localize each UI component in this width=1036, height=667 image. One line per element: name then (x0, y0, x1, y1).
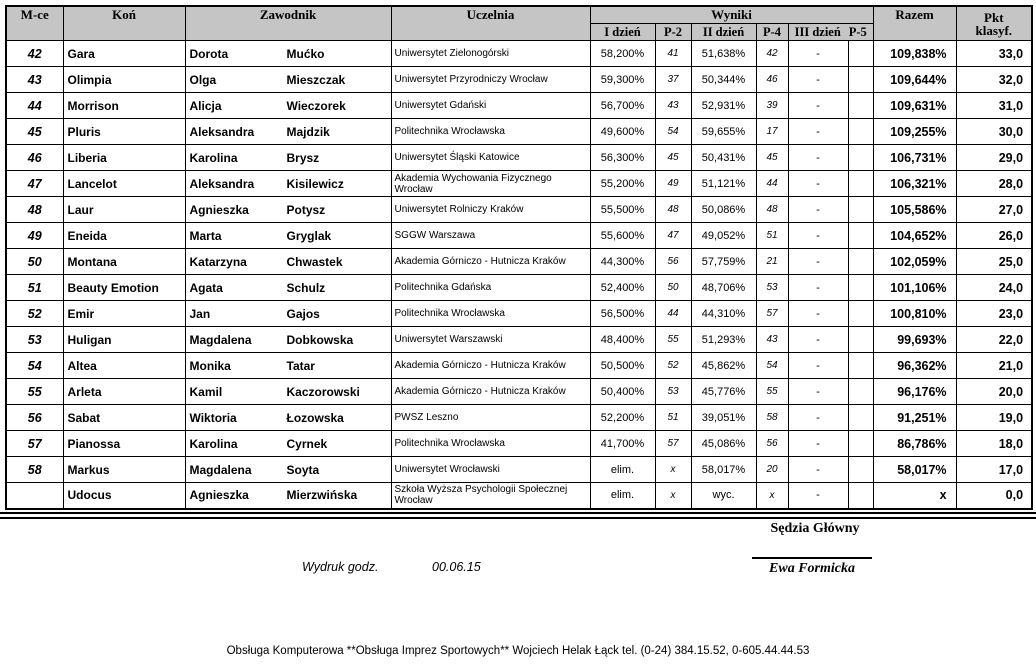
place-cell: 52 (6, 301, 63, 327)
day2-score-cell: wyc. (691, 483, 756, 509)
day1-score-cell: 55,600% (590, 223, 655, 249)
day2-score-cell: 51,293% (691, 327, 756, 353)
table-row (6, 145, 1032, 171)
p5-rank-cell (848, 223, 873, 249)
day2-score-cell: 39,051% (691, 405, 756, 431)
horse-cell: Olimpia (63, 67, 185, 93)
p4-rank-cell: 56 (756, 431, 788, 457)
horse-cell: Lancelot (63, 171, 185, 197)
points-cell: 27,0 (956, 197, 1032, 223)
rider-cell (185, 457, 391, 483)
rider-last-name: Mućko (286, 46, 325, 61)
day1-score-cell: 55,200% (590, 171, 655, 197)
p5-rank-cell (848, 431, 873, 457)
rider-cell (185, 327, 391, 353)
horse-cell: Markus (63, 457, 185, 483)
p4-rank-cell: 43 (756, 327, 788, 353)
day2-score-cell: 58,017% (691, 457, 756, 483)
rider-first-name: Olga (189, 72, 217, 87)
school-cell: Uniwersytet Zielonogórski (391, 41, 590, 67)
table-row (6, 301, 1032, 327)
rider-cell (185, 197, 391, 223)
day2-score-cell: 52,931% (691, 93, 756, 119)
horse-cell: Arleta (63, 379, 185, 405)
school-cell: Akademia Górniczo - Hutnicza Kraków (391, 379, 590, 405)
day1-score-cell: 50,500% (590, 353, 655, 379)
p4-rank-cell: 54 (756, 353, 788, 379)
place-cell: 57 (6, 431, 63, 457)
results-table (5, 5, 1033, 510)
points-cell: 32,0 (956, 67, 1032, 93)
header-points (956, 6, 1032, 41)
day2-score-cell: 50,086% (691, 197, 756, 223)
table-row (6, 171, 1032, 197)
school-cell: SGGW Warszawa (391, 223, 590, 249)
rider-last-name: Chwastek (286, 254, 343, 269)
rider-first-name: Aleksandra (189, 176, 255, 191)
day1-score-cell: 59,300% (590, 67, 655, 93)
horse-cell: Pianossa (63, 431, 185, 457)
header-day2: II dzień (691, 24, 756, 41)
day2-score-cell: 44,310% (691, 301, 756, 327)
school-cell: Uniwersytet Gdański (391, 93, 590, 119)
points-cell: 33,0 (956, 41, 1032, 67)
rider-cell (185, 41, 391, 67)
total-cell: 101,106% (873, 275, 956, 301)
p2-rank-cell: 57 (655, 431, 691, 457)
horse-cell: Morrison (63, 93, 185, 119)
table-row (6, 41, 1032, 67)
horse-cell: Altea (63, 353, 185, 379)
rider-first-name: Magdalena (189, 462, 252, 477)
total-cell: 99,693% (873, 327, 956, 353)
total-cell: 109,631% (873, 93, 956, 119)
points-cell: 19,0 (956, 405, 1032, 431)
rider-first-name: Marta (189, 228, 222, 243)
points-cell: 20,0 (956, 379, 1032, 405)
table-row (6, 119, 1032, 145)
p5-rank-cell (848, 275, 873, 301)
total-cell: 100,810% (873, 301, 956, 327)
points-cell: 31,0 (956, 93, 1032, 119)
p4-rank-cell: 42 (756, 41, 788, 67)
school-cell: Politechnika Wrocławska (391, 431, 590, 457)
place-cell: 49 (6, 223, 63, 249)
rider-cell (185, 119, 391, 145)
day2-score-cell: 45,776% (691, 379, 756, 405)
p2-rank-cell: 56 (655, 249, 691, 275)
table-row (6, 197, 1032, 223)
p4-rank-cell: 48 (756, 197, 788, 223)
day3-score-cell: - (788, 275, 848, 301)
p5-rank-cell (848, 457, 873, 483)
place-cell: 46 (6, 145, 63, 171)
p2-rank-cell: 55 (655, 327, 691, 353)
rider-cell (185, 405, 391, 431)
p4-rank-cell: 55 (756, 379, 788, 405)
rider-cell (185, 145, 391, 171)
school-cell: Uniwersytet Przyrodniczy Wrocław (391, 67, 590, 93)
print-time-value: 00.06.15 (432, 560, 481, 574)
day1-score-cell: 56,300% (590, 145, 655, 171)
p4-rank-cell: 44 (756, 171, 788, 197)
place-cell: 54 (6, 353, 63, 379)
rider-last-name: Dobkowska (286, 332, 354, 347)
p5-rank-cell (848, 379, 873, 405)
place-cell: 43 (6, 67, 63, 93)
rider-last-name: Mierzwińska (286, 488, 358, 503)
day3-score-cell: - (788, 249, 848, 275)
rider-first-name: Aleksandra (189, 124, 255, 139)
day2-score-cell: 57,759% (691, 249, 756, 275)
school-cell: Politechnika Wrocławska (391, 119, 590, 145)
points-cell: 24,0 (956, 275, 1032, 301)
table-header (6, 6, 1032, 41)
p4-rank-cell: 57 (756, 301, 788, 327)
day1-score-cell: 52,200% (590, 405, 655, 431)
points-cell: 18,0 (956, 431, 1032, 457)
rider-first-name: Magdalena (189, 332, 252, 347)
rider-first-name: Wiktoria (189, 410, 237, 425)
header-rider: Zawodnik (185, 6, 391, 41)
rider-last-name: Tatar (286, 358, 315, 373)
rider-cell (185, 171, 391, 197)
p4-rank-cell: 17 (756, 119, 788, 145)
place-cell: 55 (6, 379, 63, 405)
total-cell: 106,321% (873, 171, 956, 197)
total-cell: x (873, 483, 956, 509)
school-cell: Uniwersytet Wrocławski (391, 457, 590, 483)
school-cell: Uniwersytet Śląski Katowice (391, 145, 590, 171)
day3-score-cell: - (788, 457, 848, 483)
p5-rank-cell (848, 119, 873, 145)
school-cell: Politechnika Gdańska (391, 275, 590, 301)
rider-first-name: Katarzyna (189, 254, 247, 269)
day1-score-cell: 55,500% (590, 197, 655, 223)
total-cell: 104,652% (873, 223, 956, 249)
day2-score-cell: 51,638% (691, 41, 756, 67)
rider-last-name: Kisilewicz (286, 176, 344, 191)
place-cell: 44 (6, 93, 63, 119)
table-row (6, 483, 1032, 509)
day2-score-cell: 51,121% (691, 171, 756, 197)
total-cell: 109,838% (873, 41, 956, 67)
total-cell: 106,731% (873, 145, 956, 171)
p2-rank-cell: 54 (655, 119, 691, 145)
rider-cell (185, 275, 391, 301)
day3-score-cell: - (788, 223, 848, 249)
rider-last-name: Łozowska (286, 410, 344, 425)
points-cell: 28,0 (956, 171, 1032, 197)
p5-rank-cell (848, 145, 873, 171)
day3-score-cell: - (788, 67, 848, 93)
place-cell: 53 (6, 327, 63, 353)
total-cell: 58,017% (873, 457, 956, 483)
day3-score-cell: - (788, 301, 848, 327)
day2-score-cell: 50,344% (691, 67, 756, 93)
table-body (6, 41, 1032, 509)
day1-score-cell: elim. (590, 483, 655, 509)
judge-signature: Ewa Formicka (752, 557, 872, 577)
horse-cell: Pluris (63, 119, 185, 145)
day3-score-cell: - (788, 353, 848, 379)
double-rule-divider (0, 512, 1036, 519)
place-cell (6, 483, 63, 509)
table-row (6, 379, 1032, 405)
rider-last-name: Schulz (286, 280, 326, 295)
day3-score-cell: - (788, 93, 848, 119)
p4-rank-cell: 58 (756, 405, 788, 431)
rider-cell (185, 483, 391, 509)
horse-cell: Emir (63, 301, 185, 327)
p5-rank-cell (848, 171, 873, 197)
day2-score-cell: 45,086% (691, 431, 756, 457)
p2-rank-cell: 37 (655, 67, 691, 93)
table-row (6, 327, 1032, 353)
day3-score-cell: - (788, 41, 848, 67)
rider-first-name: Alicja (189, 98, 222, 113)
rider-cell (185, 67, 391, 93)
p2-rank-cell: x (655, 483, 691, 509)
school-cell: Szkoła Wyższa Psychologii Społecznej Wrocław (391, 483, 590, 509)
day2-score-cell: 49,052% (691, 223, 756, 249)
rider-last-name: Gryglak (286, 228, 332, 243)
place-cell: 48 (6, 197, 63, 223)
place-cell: 50 (6, 249, 63, 275)
day3-score-cell: - (788, 431, 848, 457)
header-school: Uczelnia (391, 6, 590, 41)
school-cell: PWSZ Leszno (391, 405, 590, 431)
p2-rank-cell: 43 (655, 93, 691, 119)
points-cell: 22,0 (956, 327, 1032, 353)
total-cell: 91,251% (873, 405, 956, 431)
p5-rank-cell (848, 93, 873, 119)
rider-last-name: Cyrnek (286, 436, 328, 451)
rider-first-name: Dorota (189, 46, 229, 61)
day1-score-cell: 52,400% (590, 275, 655, 301)
total-cell: 96,362% (873, 353, 956, 379)
day1-score-cell: 49,600% (590, 119, 655, 145)
p4-rank-cell: 21 (756, 249, 788, 275)
p4-rank-cell: 39 (756, 93, 788, 119)
p2-rank-cell: 41 (655, 41, 691, 67)
p5-rank-cell (848, 483, 873, 509)
rider-last-name: Mieszczak (286, 72, 346, 87)
p2-rank-cell: 51 (655, 405, 691, 431)
table-row (6, 405, 1032, 431)
rider-cell (185, 93, 391, 119)
total-cell: 109,644% (873, 67, 956, 93)
p4-rank-cell: x (756, 483, 788, 509)
table-row (6, 353, 1032, 379)
p5-rank-cell (848, 353, 873, 379)
day1-score-cell: 48,400% (590, 327, 655, 353)
p5-rank-cell (848, 301, 873, 327)
day1-score-cell: 56,500% (590, 301, 655, 327)
header-p2: P-2 (655, 24, 691, 41)
total-cell: 109,255% (873, 119, 956, 145)
day1-score-cell: elim. (590, 457, 655, 483)
points-cell: 0,0 (956, 483, 1032, 509)
p5-rank-cell (848, 41, 873, 67)
header-day3: III dzień (794, 25, 841, 39)
rider-last-name: Kaczorowski (286, 384, 360, 399)
place-cell: 42 (6, 41, 63, 67)
points-cell: 26,0 (956, 223, 1032, 249)
horse-cell: Laur (63, 197, 185, 223)
rider-cell (185, 301, 391, 327)
table-row (6, 223, 1032, 249)
rider-last-name: Soyta (286, 462, 320, 477)
rider-cell (185, 353, 391, 379)
p4-rank-cell: 45 (756, 145, 788, 171)
place-cell: 58 (6, 457, 63, 483)
header-total: Razem (873, 6, 956, 41)
total-cell: 105,586% (873, 197, 956, 223)
rider-first-name: Agnieszka (189, 488, 249, 503)
p2-rank-cell: 53 (655, 379, 691, 405)
p2-rank-cell: 45 (655, 145, 691, 171)
rider-first-name: Agnieszka (189, 202, 249, 217)
day2-score-cell: 50,431% (691, 145, 756, 171)
service-note: Obsługa Komputerowa **Obsługa Imprez Sportowych** Wojciech Helak Łąck tel. (0-24) 384.15.52, 0-605.44.44.53 (226, 645, 810, 657)
rider-first-name: Jan (189, 306, 211, 321)
day3-score-cell: - (788, 197, 848, 223)
horse-cell: Gara (63, 41, 185, 67)
judge-title: Sędzia Główny (770, 521, 860, 536)
points-cell: 29,0 (956, 145, 1032, 171)
day1-score-cell: 41,700% (590, 431, 655, 457)
school-cell: Akademia Górniczo - Hutnicza Kraków (391, 353, 590, 379)
header-place: M-ce (6, 6, 63, 41)
header-p4: P-4 (756, 24, 788, 41)
total-cell: 102,059% (873, 249, 956, 275)
header-day1: I dzień (590, 24, 655, 41)
day3-score-cell: - (788, 405, 848, 431)
day1-score-cell: 50,400% (590, 379, 655, 405)
header-day3-p5 (788, 24, 873, 41)
p5-rank-cell (848, 67, 873, 93)
day3-score-cell: - (788, 327, 848, 353)
p2-rank-cell: 49 (655, 171, 691, 197)
table-row (6, 431, 1032, 457)
p5-rank-cell (848, 405, 873, 431)
rider-cell (185, 249, 391, 275)
points-cell: 21,0 (956, 353, 1032, 379)
p5-rank-cell (848, 249, 873, 275)
p2-rank-cell: 50 (655, 275, 691, 301)
horse-cell: Beauty Emotion (63, 275, 185, 301)
p4-rank-cell: 51 (756, 223, 788, 249)
rider-first-name: Karolina (189, 436, 238, 451)
rider-cell (185, 431, 391, 457)
total-cell: 96,176% (873, 379, 956, 405)
points-cell: 30,0 (956, 119, 1032, 145)
p2-rank-cell: x (655, 457, 691, 483)
place-cell: 51 (6, 275, 63, 301)
rider-last-name: Potysz (286, 202, 326, 217)
table-row (6, 275, 1032, 301)
day2-score-cell: 59,655% (691, 119, 756, 145)
horse-cell: Udocus (63, 483, 185, 509)
total-cell: 86,786% (873, 431, 956, 457)
horse-cell: Liberia (63, 145, 185, 171)
p4-rank-cell: 46 (756, 67, 788, 93)
school-cell: Uniwersytet Warszawski (391, 327, 590, 353)
points-cell: 25,0 (956, 249, 1032, 275)
header-horse: Koń (63, 6, 185, 41)
header-p5: P-5 (848, 25, 867, 39)
rider-first-name: Monika (189, 358, 231, 373)
place-cell: 47 (6, 171, 63, 197)
points-cell: 23,0 (956, 301, 1032, 327)
horse-cell: Eneida (63, 223, 185, 249)
rider-last-name: Majdzik (286, 124, 330, 139)
rider-last-name: Gajos (286, 306, 320, 321)
p2-rank-cell: 47 (655, 223, 691, 249)
rider-first-name: Agata (189, 280, 223, 295)
p4-rank-cell: 20 (756, 457, 788, 483)
place-cell: 56 (6, 405, 63, 431)
header-points-line1: Pkt (984, 9, 1004, 25)
school-cell: Akademia Górniczo - Hutnicza Kraków (391, 249, 590, 275)
header-points-line2: klasyf. (975, 22, 1013, 38)
day3-score-cell: - (788, 171, 848, 197)
table-row (6, 249, 1032, 275)
day3-score-cell: - (788, 145, 848, 171)
rider-last-name: Wieczorek (286, 98, 346, 113)
rider-first-name: Kamil (189, 384, 223, 399)
day2-score-cell: 45,862% (691, 353, 756, 379)
rider-first-name: Karolina (189, 150, 238, 165)
day3-score-cell: - (788, 119, 848, 145)
school-cell: Akademia Wychowania Fizycznego Wrocław (391, 171, 590, 197)
horse-cell: Huligan (63, 327, 185, 353)
table-row (6, 67, 1032, 93)
school-cell: Uniwersytet Rolniczy Kraków (391, 197, 590, 223)
school-cell: Politechnika Wrocławska (391, 301, 590, 327)
p2-rank-cell: 48 (655, 197, 691, 223)
day1-score-cell: 58,200% (590, 41, 655, 67)
table-row (6, 457, 1032, 483)
table-row (6, 93, 1032, 119)
print-time-label: Wydruk godz. (302, 560, 379, 574)
header-results-group: Wyniki (590, 6, 873, 24)
points-cell: 17,0 (956, 457, 1032, 483)
day1-score-cell: 44,300% (590, 249, 655, 275)
p5-rank-cell (848, 197, 873, 223)
rider-last-name: Brysz (286, 150, 320, 165)
horse-cell: Montana (63, 249, 185, 275)
rider-cell (185, 223, 391, 249)
p5-rank-cell (848, 327, 873, 353)
p2-rank-cell: 52 (655, 353, 691, 379)
horse-cell: Sabat (63, 405, 185, 431)
place-cell: 45 (6, 119, 63, 145)
day2-score-cell: 48,706% (691, 275, 756, 301)
p2-rank-cell: 44 (655, 301, 691, 327)
day1-score-cell: 56,700% (590, 93, 655, 119)
p4-rank-cell: 53 (756, 275, 788, 301)
rider-cell (185, 379, 391, 405)
day3-score-cell: - (788, 483, 848, 509)
day3-score-cell: - (788, 379, 848, 405)
